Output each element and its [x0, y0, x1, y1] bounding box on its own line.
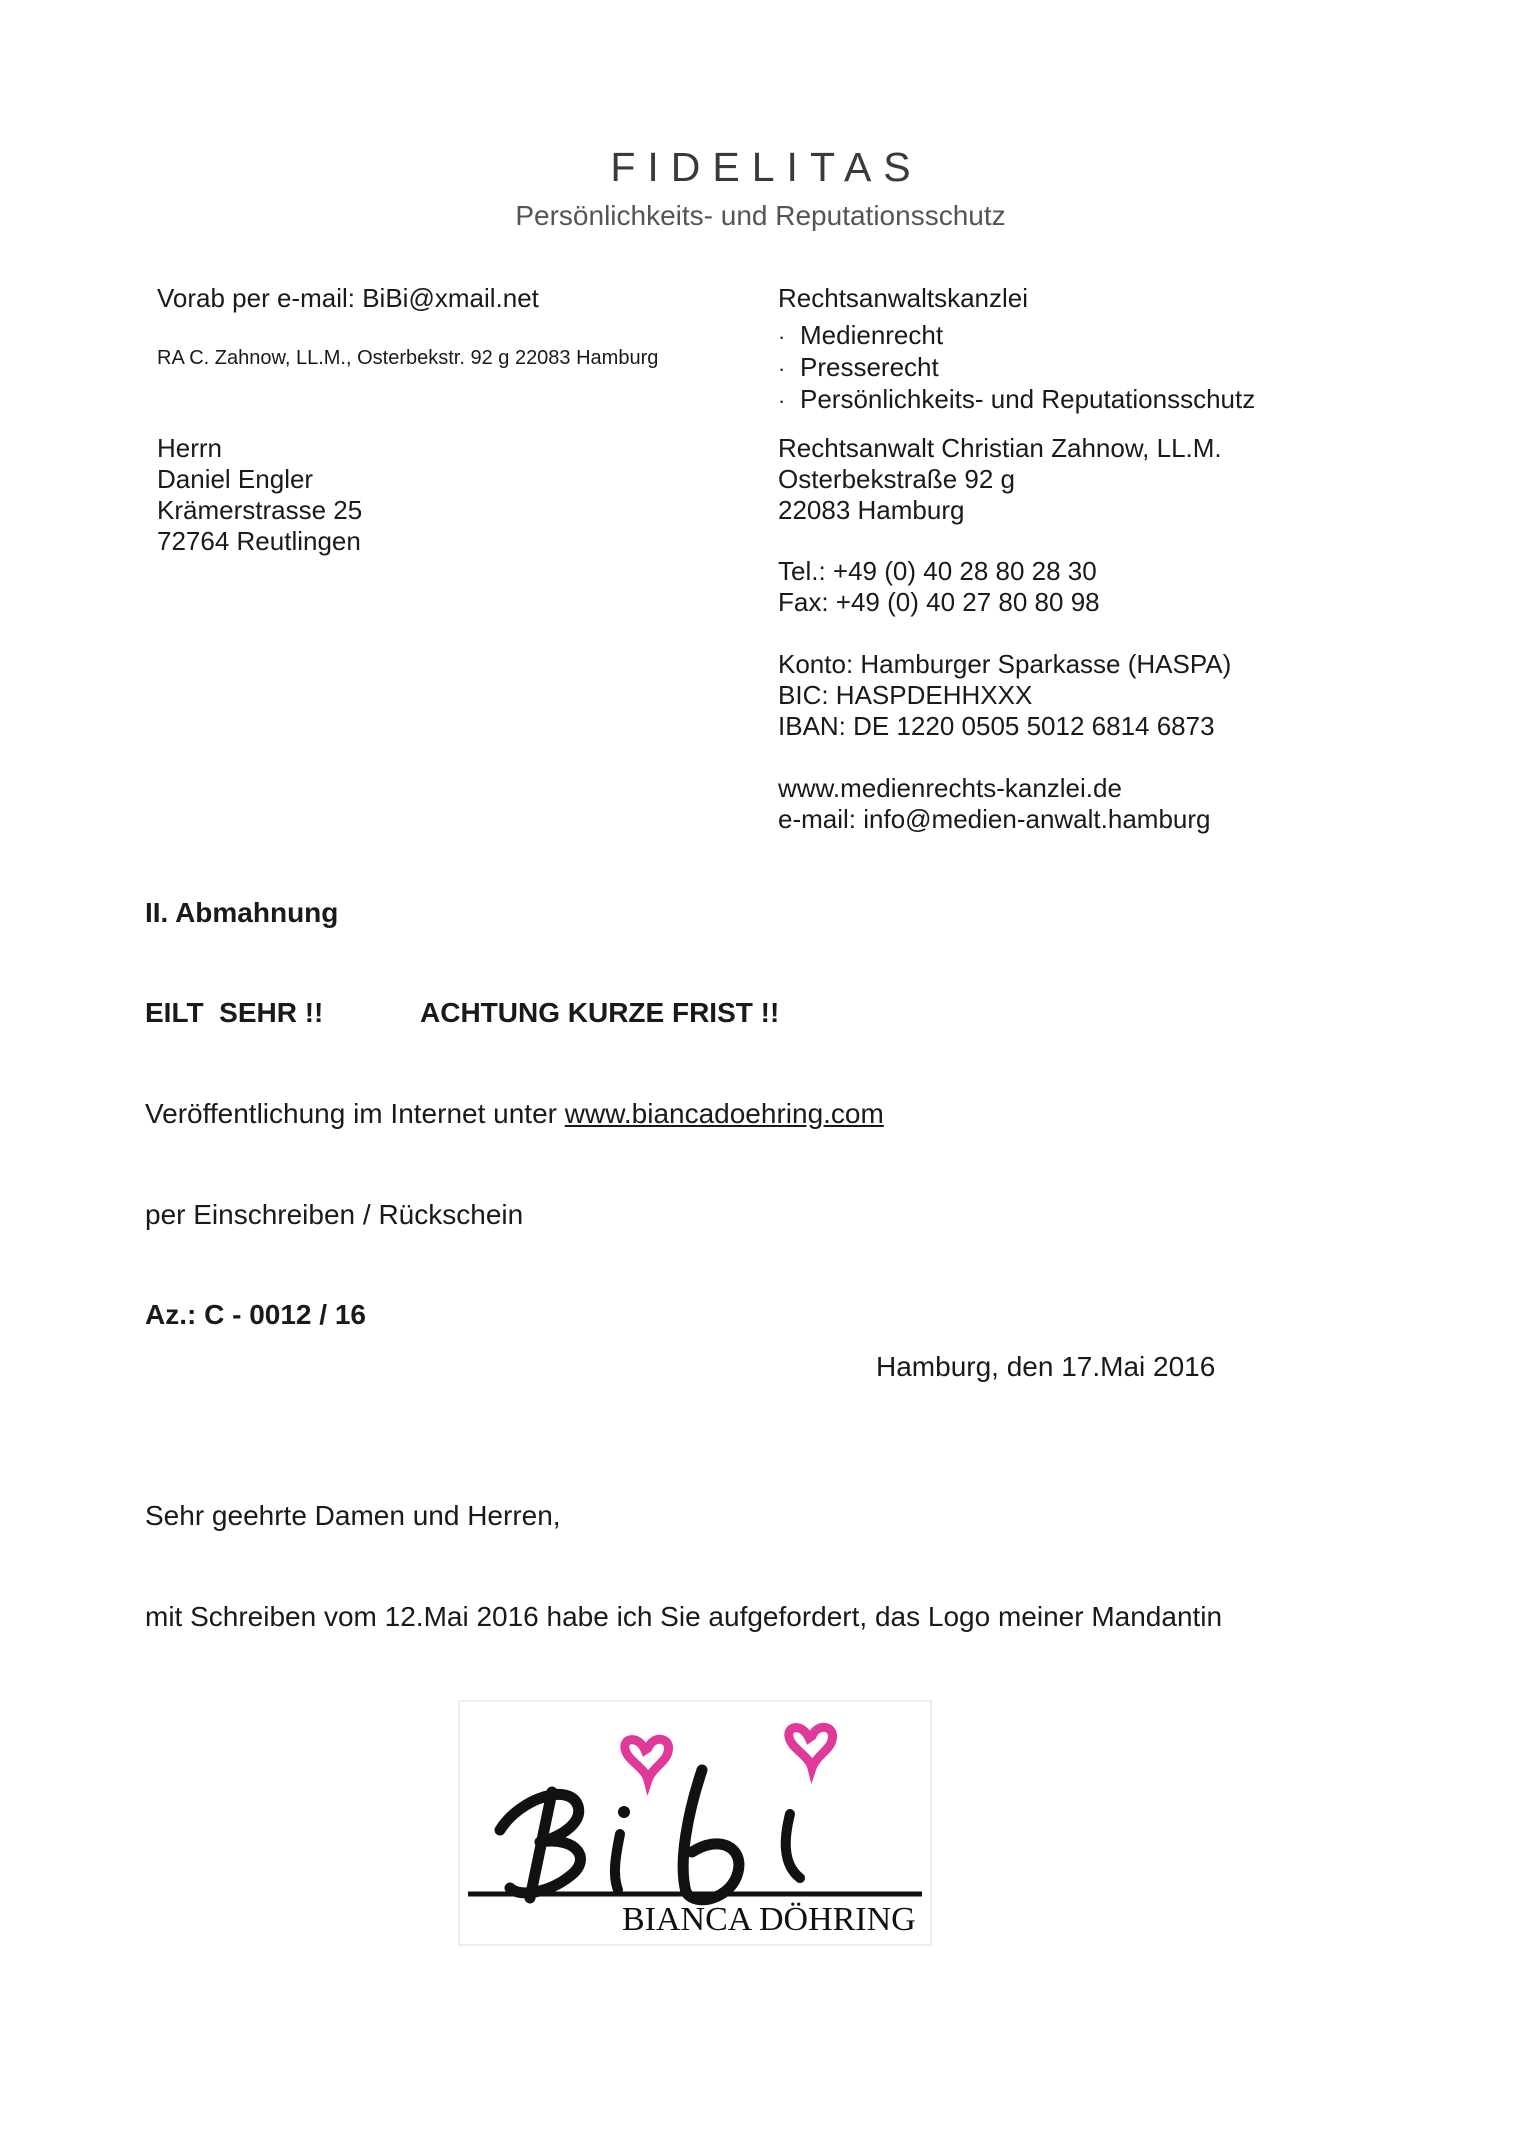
firm-type: Rechtsanwaltskanzlei [778, 283, 1029, 313]
contact-numbers [778, 556, 1100, 618]
deadline-warning: ACHTUNG KURZE FRIST !! [420, 997, 780, 1028]
lawyer-line: Osterbekstraße 92 g [778, 464, 1015, 494]
bank-details [778, 649, 1231, 742]
heart-icon [625, 1739, 669, 1780]
delivery-method: per Einschreiben / Rückschein [145, 1199, 524, 1230]
place-date: Hamburg, den 17.Mai 2016 [876, 1351, 1216, 1382]
bullet-icon: · [778, 356, 786, 381]
heart-icon [789, 1727, 833, 1768]
practice-area-label: Persönlichkeits- und Reputationsschutz [800, 384, 1256, 414]
brand-tagline: Persönlichkeits- und Reputationsschutz [515, 200, 1006, 231]
practice-area-label: Medienrecht [800, 320, 944, 350]
wordmark-letter [615, 1834, 620, 1890]
section-title: II. Abmahnung [145, 897, 339, 928]
sender-return-line: RA C. Zahnow, LL.M., Osterbekstr. 92 g 22083 Hamburg [157, 347, 659, 369]
lawyer-line: Rechtsanwalt Christian Zahnow, LL.M. [778, 433, 1222, 463]
phone-line: Tel.: +49 (0) 40 28 80 28 30 [778, 556, 1097, 586]
brand-name: FIDELITAS [610, 144, 923, 190]
body-paragraph: mit Schreiben vom 12.Mai 2016 habe ich Sie aufgefordert, das Logo meiner Mandantin [145, 1601, 1223, 1632]
practice-area-item [778, 384, 1255, 416]
bank-line: BIC: HASPDEHHXXX [778, 680, 1033, 710]
publication-link[interactable]: www.biancadoehring.com [564, 1098, 884, 1129]
wordmark-letter [683, 1770, 739, 1900]
reference-number: Az.: C - 0012 / 16 [145, 1299, 366, 1330]
email-line: e-mail: info@medien-anwalt.hamburg [778, 804, 1211, 834]
advance-email-notice: Vorab per e-mail: BiBi@xmail.net [157, 283, 539, 313]
recipient-line: Herrn [157, 433, 223, 463]
bullet-icon: · [778, 324, 786, 349]
wordmark-letter [500, 1792, 580, 1898]
practice-area-item [778, 352, 1255, 384]
recipient-address [157, 433, 362, 557]
bibi-logo-graphic [460, 1702, 930, 1944]
lawyer-line: 22083 Hamburg [778, 495, 965, 525]
client-logo [458, 1700, 932, 1946]
recipient-line: Krämerstrasse 25 [157, 495, 363, 525]
recipient-line: 72764 Reutlingen [157, 526, 361, 556]
publication-prefix: Veröffentlichung im Internet unter [145, 1098, 565, 1129]
practice-area-item [778, 320, 1255, 352]
publication-line [145, 1097, 884, 1131]
urgent-notice: EILT SEHR !! [145, 997, 324, 1028]
web-contact [778, 773, 1210, 835]
practice-areas-list [778, 320, 1255, 416]
recipient-line: Daniel Engler [157, 464, 314, 494]
practice-area-label: Presserecht [800, 352, 939, 382]
salutation: Sehr geehrte Damen und Herren, [145, 1500, 561, 1531]
bank-line: Konto: Hamburger Sparkasse (HASPA) [778, 649, 1232, 679]
bullet-icon: · [778, 388, 786, 413]
bank-line: IBAN: DE 1220 0505 5012 6814 6873 [778, 711, 1215, 741]
lawyer-address [778, 433, 1222, 526]
website-line: www.medienrechts-kanzlei.de [778, 773, 1122, 803]
wordmark-letter [786, 1814, 800, 1878]
fax-line: Fax: +49 (0) 40 27 80 80 98 [778, 587, 1100, 617]
logo-subline: BIANCA DÖHRING [622, 1901, 916, 1938]
